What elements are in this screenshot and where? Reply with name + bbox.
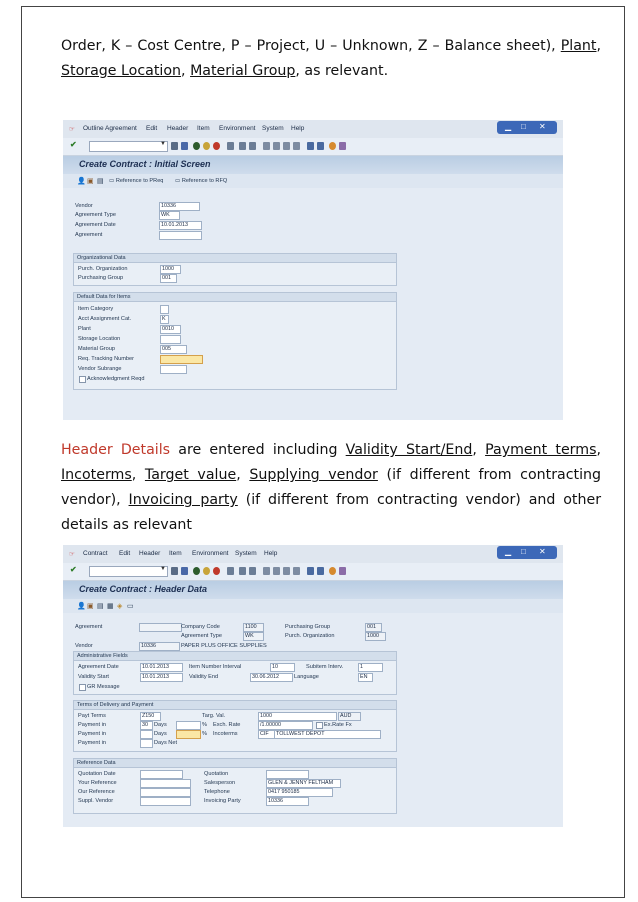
first-page-icon[interactable]	[263, 567, 270, 575]
last-page-icon[interactable]	[293, 567, 300, 575]
link-validity[interactable]: Validity Start/End	[345, 442, 473, 458]
group-reference-data	[73, 758, 397, 814]
link-incoterms[interactable]: Incoterms	[61, 467, 132, 483]
group-title: Administrative Fields	[77, 653, 128, 659]
application-toolbar	[63, 174, 563, 188]
menu-bar	[63, 120, 563, 138]
ref-rfq-button[interactable]: ▭ Reference to RFQ	[175, 178, 228, 184]
vendor-field[interactable]: 10336	[159, 202, 200, 211]
days-net-label: Days Net	[154, 740, 178, 746]
overview-icon[interactable]: ▤	[97, 603, 104, 610]
days-label-2: Days	[154, 731, 167, 737]
new-session-icon[interactable]	[307, 567, 314, 575]
ack-reqd-checkbox[interactable]	[79, 376, 86, 383]
agreement-label: Agreement	[75, 232, 103, 238]
group-default-data	[73, 292, 397, 390]
details-icon[interactable]: ▦	[107, 603, 114, 610]
exit-icon[interactable]	[203, 567, 210, 575]
target-value-label: Targ. Val.	[202, 713, 226, 719]
storage-location-label: Storage Location	[78, 336, 121, 342]
paragraph-intro: Order, K – Cost Centre, P – Project, U – Unknown, Z – Balance sheet), Plant, Storage Location, Material Group, as relevant.	[61, 38, 601, 79]
agreement-date-field[interactable]: 10.01.2013	[159, 221, 202, 230]
find-next-icon[interactable]	[249, 142, 256, 150]
payt-terms-field[interactable]: Z150	[140, 712, 161, 721]
exch-rate-label: Exch. Rate	[213, 722, 241, 728]
incoterms-label: Incoterms	[213, 731, 238, 737]
language-field[interactable]: EN	[358, 673, 373, 682]
salesperson-field[interactable]: GLEN & JENNY FELTHAM	[266, 779, 341, 788]
texts-icon[interactable]: ◈	[117, 603, 123, 610]
material-group-label: Material Group	[78, 346, 115, 352]
your-reference-field[interactable]	[140, 779, 191, 788]
validity-start-label: Validity Start	[78, 674, 109, 680]
screen-title: Create Contract : Initial Screen	[79, 159, 211, 169]
item-icon[interactable]: ▣	[87, 603, 94, 610]
agreement-type-field[interactable]: WK	[159, 211, 180, 220]
language-label: Language	[294, 674, 319, 680]
find-next-icon[interactable]	[249, 567, 256, 575]
validity-end-label: Validity End	[189, 674, 219, 680]
req-tracking-label: Req. Tracking Number	[78, 356, 134, 362]
title-bar	[63, 156, 563, 174]
quotation-date-label: Quotation Date	[78, 771, 116, 777]
group-header	[74, 293, 396, 302]
menu-item-header[interactable]: Header	[139, 550, 161, 557]
agreement-label: Agreement	[75, 624, 103, 630]
validity-end-field[interactable]: 30.06.2012	[250, 673, 293, 682]
green-back-icon[interactable]	[193, 567, 200, 575]
group-title: Terms of Delivery and Payment	[77, 702, 154, 708]
exit-icon[interactable]	[203, 142, 210, 150]
exch-rate-field[interactable]: /1.00000	[258, 721, 313, 730]
salesperson-label: Salesperson	[204, 780, 236, 786]
subitem-interval-field[interactable]: 1	[358, 663, 383, 672]
print-icon[interactable]	[227, 567, 234, 575]
item-icon[interactable]: ▣	[87, 178, 94, 185]
first-page-icon[interactable]	[263, 142, 270, 150]
prev-page-icon[interactable]	[273, 142, 280, 150]
menu-item-system[interactable]: System	[262, 125, 284, 132]
company-code-field: 1100	[243, 623, 264, 632]
ex-rate-fx-label: Ex.Rate Fx	[324, 722, 352, 728]
suppl-vendor-field[interactable]	[140, 797, 191, 806]
help-icon[interactable]	[329, 142, 336, 150]
back-icon[interactable]	[171, 142, 178, 150]
system-toolbar	[63, 563, 563, 581]
link-target-value[interactable]: Target value	[144, 467, 237, 483]
overview-icon[interactable]: ▤	[97, 178, 104, 185]
system-toolbar	[63, 138, 563, 156]
org-icon[interactable]: 👤	[77, 178, 86, 185]
group-header	[74, 652, 396, 661]
ref-rfq-label: Reference to RFQ	[181, 178, 228, 184]
application-toolbar	[63, 599, 563, 613]
menu-item-contract[interactable]: Contract	[83, 550, 108, 557]
paragraph-header-details: Header Details are entered including Validity Start/End, Payment terms, Incoterms, Target value, Supplying vendor (if different from contracting vendor), Invoicing party (if different from contracting vendor) and other details as relevant	[61, 442, 602, 533]
agreement-date-label: Agreement Date	[78, 664, 119, 670]
menu-item-item[interactable]: Item	[169, 550, 182, 557]
pct-sign: %	[202, 722, 207, 728]
link-material-group[interactable]: Material Group	[190, 63, 296, 79]
document-icon[interactable]: ▭	[127, 603, 134, 610]
payment-in-days-field[interactable]: 30	[140, 721, 153, 730]
vendor-field: 10336	[139, 642, 180, 651]
currency-field: AUD	[338, 712, 361, 721]
layout-icon[interactable]	[339, 567, 346, 575]
link-supplying-vendor[interactable]: Supplying vendor	[249, 467, 378, 483]
menu-item-environment[interactable]: Environment	[192, 550, 229, 557]
link-plant[interactable]: Plant	[560, 38, 597, 54]
menu-icon: ☞	[69, 551, 75, 558]
payment-in-label-3: Payment in	[78, 740, 106, 746]
group-administrative-fields	[73, 651, 397, 695]
prev-page-icon[interactable]	[273, 567, 280, 575]
maximize-icon[interactable]: □	[521, 122, 526, 131]
gr-message-label: GR Message	[87, 684, 120, 690]
quotation-date-field[interactable]	[140, 770, 183, 779]
purch-group-field[interactable]: 001	[160, 274, 177, 283]
para-text: Order, K – Cost Centre, P – Project, U – Unknown, Z – Balance sheet),	[61, 38, 556, 54]
org-icon[interactable]: 👤	[77, 603, 86, 610]
discount-pct-field-2[interactable]	[176, 730, 201, 739]
material-group-field[interactable]: 005	[160, 345, 187, 354]
enter-check-icon[interactable]: ✔	[70, 565, 77, 574]
sap-screen-initial	[63, 120, 563, 420]
subitem-interval-label: Subitem Interv.	[306, 664, 344, 670]
new-session-icon[interactable]	[307, 142, 314, 150]
link-invoicing-party[interactable]: Invoicing party	[128, 492, 238, 508]
pct-sign-2: %	[202, 731, 207, 737]
screen-title: Create Contract : Header Data	[79, 584, 208, 594]
save-icon[interactable]	[181, 142, 188, 150]
menu-item-header[interactable]: Header	[167, 125, 189, 132]
ex-rate-fx-checkbox[interactable]	[316, 722, 323, 729]
vendor-label: Vendor	[75, 643, 93, 649]
ref-preq-button[interactable]: ▭ Reference to PReq	[109, 178, 164, 184]
ref-preq-label: Reference to PReq	[115, 178, 164, 184]
invoicing-party-field[interactable]: 10336	[266, 797, 309, 806]
company-code-label: Company Code	[181, 624, 220, 630]
purch-org-label: Purch. Organization	[285, 633, 335, 639]
payt-terms-label: Payt Terms	[78, 713, 106, 719]
ack-reqd-label: Acknowledgment Reqd	[87, 376, 145, 382]
discount-pct-field[interactable]	[176, 721, 201, 730]
menu-item-edit[interactable]: Edit	[119, 550, 131, 557]
purch-org-field: 1000	[365, 632, 386, 641]
menu-item-environment[interactable]: Environment	[219, 125, 256, 132]
item-interval-label: Item Number Interval	[189, 664, 242, 670]
menu-item-help[interactable]: Help	[291, 125, 305, 132]
find-icon[interactable]	[239, 142, 246, 150]
shortcut-icon[interactable]	[317, 567, 324, 575]
payment-in-days-field-2[interactable]	[140, 730, 153, 739]
enter-check-icon[interactable]: ✔	[70, 140, 77, 149]
payment-in-label-2: Payment in	[78, 731, 106, 737]
agreement-type-label: Agreement Type	[75, 212, 116, 218]
group-header	[74, 701, 396, 710]
item-category-label: Item Category	[78, 306, 114, 312]
window-controls	[497, 121, 557, 134]
invoicing-party-label: Invoicing Party	[204, 798, 241, 804]
back-icon[interactable]	[171, 567, 178, 575]
window-controls	[497, 546, 557, 559]
close-icon[interactable]: ✕	[539, 122, 546, 131]
incoterms-place-field[interactable]: TOLLWEST DEPOT	[274, 730, 381, 739]
group-title: Reference Data	[77, 760, 116, 766]
group-organizational-data	[73, 253, 397, 286]
vendor-subrange-label: Vendor Subrange	[78, 366, 122, 372]
agreement-field[interactable]	[159, 231, 202, 240]
close-icon[interactable]: ✕	[539, 547, 546, 556]
days-label: Days	[154, 722, 167, 728]
group-header	[74, 254, 396, 263]
menu-icon: ☞	[69, 126, 75, 133]
vendor-label: Vendor	[75, 203, 93, 209]
sap-screen-header	[63, 545, 563, 827]
purch-group-label: Purchasing Group	[78, 275, 124, 281]
vendor-subrange-field[interactable]	[160, 365, 187, 374]
plant-field[interactable]: 0010	[160, 325, 181, 334]
telephone-label: Telephone	[204, 789, 230, 795]
purch-group-field: 001	[365, 623, 382, 632]
target-value-field[interactable]: 1000	[258, 712, 337, 721]
group-title: Organizational Data	[77, 255, 126, 261]
maximize-icon[interactable]: □	[521, 547, 526, 556]
quotation-field[interactable]	[266, 770, 309, 779]
vendor-name: PAPER PLUS OFFICE SUPPLIES	[181, 643, 267, 649]
incoterms-code-field[interactable]: CIF	[258, 730, 275, 739]
agreement-field	[139, 623, 182, 632]
purch-org-field[interactable]: 1000	[160, 265, 181, 274]
our-reference-label: Our Reference	[78, 789, 115, 795]
agreement-type-field: WK	[243, 632, 264, 641]
menu-item-help[interactable]: Help	[264, 550, 278, 557]
next-page-icon[interactable]	[283, 567, 290, 575]
agreement-type-label: Agreement Type	[181, 633, 222, 639]
cancel-icon[interactable]	[213, 567, 220, 575]
command-field[interactable]	[89, 566, 168, 577]
next-page-icon[interactable]	[283, 142, 290, 150]
storage-location-field[interactable]	[160, 335, 181, 344]
plant-label: Plant	[78, 326, 91, 332]
minimize-icon[interactable]: ▁	[505, 547, 512, 556]
link-payment-terms[interactable]: Payment terms	[485, 442, 597, 458]
suppl-vendor-label: Suppl. Vendor	[78, 798, 114, 804]
group-title: Default Data for Items	[77, 294, 131, 300]
payment-in-label: Payment in	[78, 722, 106, 728]
acct-assignment-field[interactable]: K	[160, 315, 169, 324]
group-terms-delivery-payment	[73, 700, 397, 752]
layout-icon[interactable]	[339, 142, 346, 150]
link-storage-location[interactable]: Storage Location	[61, 63, 182, 79]
title-bar	[63, 581, 563, 599]
quotation-label: Quotation	[204, 771, 229, 777]
command-field[interactable]	[89, 141, 168, 152]
cancel-icon[interactable]	[213, 142, 220, 150]
find-icon[interactable]	[239, 567, 246, 575]
req-tracking-field[interactable]	[160, 355, 203, 364]
payment-in-days-field-3[interactable]	[140, 739, 153, 748]
agreement-date-label: Agreement Date	[75, 222, 116, 228]
help-icon[interactable]	[329, 567, 336, 575]
purch-org-label: Purch. Organization	[78, 266, 128, 272]
our-reference-field[interactable]	[140, 788, 191, 797]
item-category-field[interactable]	[160, 305, 169, 314]
menu-item-system[interactable]: System	[235, 550, 257, 557]
shortcut-icon[interactable]	[317, 142, 324, 150]
telephone-field[interactable]: 0417 950185	[266, 788, 333, 797]
save-icon[interactable]	[181, 567, 188, 575]
minimize-icon[interactable]: ▁	[505, 122, 512, 131]
your-reference-label: Your Reference	[78, 780, 117, 786]
group-header	[74, 759, 396, 768]
menu-bar	[63, 545, 563, 563]
acct-assignment-label: Acct Assignment Cat.	[78, 316, 132, 322]
purch-group-label: Purchasing Group	[285, 624, 331, 630]
validity-start-field[interactable]: 10.01.2013	[140, 673, 183, 682]
agreement-date-field[interactable]: 10.01.2013	[140, 663, 183, 672]
header-details-highlight: Header Details	[61, 442, 171, 458]
menu-item-item[interactable]: Item	[197, 125, 210, 132]
last-page-icon[interactable]	[293, 142, 300, 150]
menu-item-outline-agreement[interactable]: Outline Agreement	[83, 125, 137, 132]
print-icon[interactable]	[227, 142, 234, 150]
gr-message-checkbox[interactable]	[79, 684, 86, 691]
green-back-icon[interactable]	[193, 142, 200, 150]
menu-item-edit[interactable]: Edit	[146, 125, 158, 132]
item-interval-field[interactable]: 10	[270, 663, 295, 672]
